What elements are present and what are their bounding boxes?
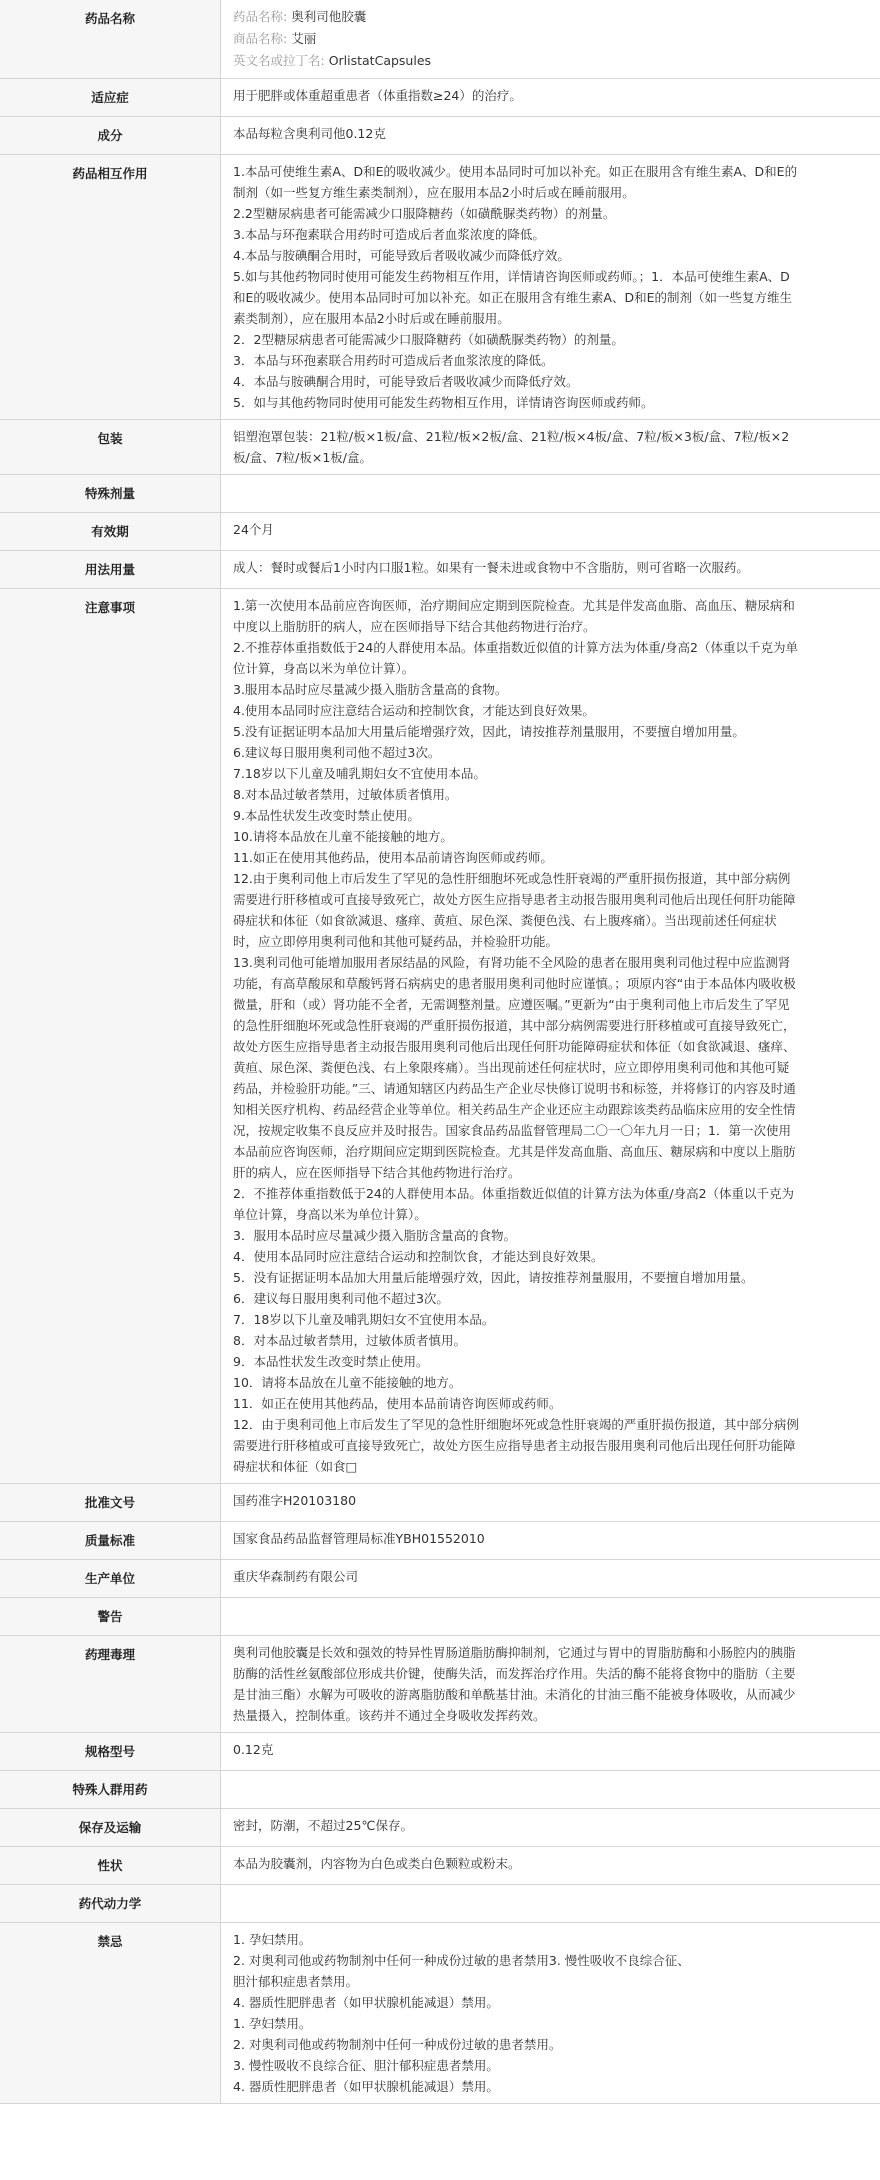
text-line: 重庆华森制药有限公司 — [233, 1569, 359, 1584]
text-line: 5.没有证据证明本品加大用量后能增强疗效，因此，请按推荐剂量服用，不要擅自增加用量。 — [233, 724, 745, 739]
row-label: 药品相互作用 — [0, 155, 221, 420]
row-shelf-life — [0, 513, 880, 551]
text-line: 铝塑泡罩包装：21粒/板×1板/盒、21粒/板×2板/盒、21粒/板×4板/盒、7粒/板×3板/盒、7粒/板×2板/盒、7粒/板×1板/盒。 — [233, 429, 790, 465]
text-line: 密封，防潮，不超过25℃保存。 — [233, 1818, 413, 1833]
row-pharmacokinetics — [0, 1885, 880, 1923]
row-label: 适应症 — [0, 79, 221, 117]
row-indication — [0, 79, 880, 117]
row-manufacturer — [0, 1560, 880, 1598]
text-line: 1. 孕妇禁用。 — [233, 1932, 312, 1947]
text-line: 12．由于奥利司他上市后发生了罕见的急性肝细胞坏死或急性肝衰竭的严重肝损伤报道，其中部分病例需要进行肝移植或可直接导致死亡，故处方医生应指导患者主动报告服用奥利司他后出现任何肝功能障碍症状和体征（如食□ — [233, 1417, 799, 1474]
text-line: 12.由于奥利司他上市后发生了罕见的急性肝细胞坏死或急性肝衰竭的严重肝损伤报道，其中部分病例需要进行肝移植或可直接导致死亡，故处方医生应指导患者主动报告服用奥利司他后出现任何肝功能障碍症状和体征（如食欲减退、瘙痒、黄疸、尿色深、粪便色浅、右上腹疼痛）。当出现前述任何症状时，应立即停用奥利司他和其他可疑药品，并检验肝功能。 — [233, 871, 796, 949]
row-label: 包装 — [0, 420, 221, 475]
row-value — [221, 1923, 880, 2104]
name-line — [233, 6, 800, 28]
text-line: 10.请将本品放在儿童不能接触的地方。 — [233, 829, 453, 844]
row-label: 药代动力学 — [0, 1885, 221, 1923]
row-label: 药理毒理 — [0, 1636, 221, 1733]
text-line: 成人：餐时或餐后1小时内口服1粒。如果有一餐未进或食物中不含脂肪，则可省略一次服药。 — [233, 560, 749, 575]
row-label: 批准文号 — [0, 1484, 221, 1522]
text-line: 4.使用本品同时应注意结合运动和控制饮食，才能达到良好效果。 — [233, 703, 595, 718]
row-drug-name — [0, 0, 880, 79]
text-line: 7.18岁以下儿童及哺乳期妇女不宜使用本品。 — [233, 766, 486, 781]
row-value — [221, 1771, 880, 1809]
text-line: 6．建议每日服用奥利司他不超过3次。 — [233, 1291, 449, 1306]
row-value — [221, 1847, 880, 1885]
name-key: 商品名称: — [233, 31, 292, 46]
row-value — [221, 1598, 880, 1636]
row-label: 警告 — [0, 1598, 221, 1636]
name-value: OrlistatCapsules — [328, 53, 432, 68]
name-key: 药品名称: — [233, 9, 292, 24]
row-value — [221, 155, 880, 420]
row-value — [221, 79, 880, 117]
row-value — [221, 589, 880, 1484]
text-line: 4. 器质性肥胖患者（如甲状腺机能减退）禁用。 — [233, 2079, 499, 2094]
text-line: 3.本品与环孢素联合用药时可造成后者血浆浓度的降低。 — [233, 227, 545, 242]
text-line: 4．本品与胺碘酮合用时，可能导致后者吸收减少而降低疗效。 — [233, 374, 579, 389]
row-label: 特殊剂量 — [0, 475, 221, 513]
text-line: 2．不推荐体重指数低于24的人群使用本品。体重指数近似值的计算方法为体重/身高2（体重以千克为单位计算，身高以米为单位计算）。 — [233, 1186, 795, 1222]
text-line: 8．对本品过敏者禁用，过敏体质者慎用。 — [233, 1333, 466, 1348]
row-storage-transport — [0, 1809, 880, 1847]
row-value — [221, 1636, 880, 1733]
row-label: 性状 — [0, 1847, 221, 1885]
row-value — [221, 117, 880, 155]
name-value: 奥利司他胶囊 — [291, 9, 367, 24]
text-line: 1.本品可使维生素A、D和E的吸收减少。使用本品同时可加以补充。如正在服用含有维生素A、D和E的制剂（如一些复方维生素类制剂），应在服用本品2小时后或在睡前服用。 — [233, 164, 798, 200]
row-value — [221, 1733, 880, 1771]
row-label: 用法用量 — [0, 551, 221, 589]
text-line: 5．没有证据证明本品加大用量后能增强疗效，因此，请按推荐剂量服用，不要擅自增加用量。 — [233, 1270, 754, 1285]
text-line: 本品为胶囊剂，内容物为白色或类白色颗粒或粉末。 — [233, 1856, 521, 1871]
text-line: 9.本品性状发生改变时禁止使用。 — [233, 808, 420, 823]
row-drug-interactions — [0, 155, 880, 420]
row-warning — [0, 1598, 880, 1636]
row-contraindications — [0, 1923, 880, 2104]
row-special-populations — [0, 1771, 880, 1809]
text-line: 胆汁郁积症患者禁用。 — [233, 1974, 359, 1989]
row-value — [221, 475, 880, 513]
text-line: 10．请将本品放在儿童不能接触的地方。 — [233, 1375, 462, 1390]
row-value — [221, 0, 880, 79]
text-line: 0.12克 — [233, 1742, 274, 1757]
row-appearance — [0, 1847, 880, 1885]
row-dosage — [0, 551, 880, 589]
text-line: 用于肥胖或体重超重患者（体重指数≥24）的治疗。 — [233, 88, 522, 103]
name-line — [233, 50, 800, 72]
text-line: 3．本品与环孢素联合用药时可造成后者血浆浓度的降低。 — [233, 353, 554, 368]
text-line: 5.如与其他药物同时使用可能发生药物相互作用，详情请咨询医师或药师。；1．本品可使维生素A、D和E的吸收减少。使用本品同时可加以补充。如正在服用含有维生素A、D和E的制剂（如一些复方维生素类制剂），应在服用本品2小时后或在睡前服用。 — [233, 269, 792, 326]
row-value — [221, 420, 880, 475]
row-value — [221, 513, 880, 551]
text-line: 9．本品性状发生改变时禁止使用。 — [233, 1354, 429, 1369]
row-label: 生产单位 — [0, 1560, 221, 1598]
text-line: 7．18岁以下儿童及哺乳期妇女不宜使用本品。 — [233, 1312, 495, 1327]
row-quality-standard — [0, 1522, 880, 1560]
row-value — [221, 1484, 880, 1522]
row-value — [221, 1522, 880, 1560]
row-label: 注意事项 — [0, 589, 221, 1484]
row-label: 规格型号 — [0, 1733, 221, 1771]
text-line: 13.奥利司他可能增加服用者尿结晶的风险，有肾功能不全风险的患者在服用奥利司他过程中应监测肾功能，有高草酸尿和草酸钙肾石病病史的患者服用奥利司他时应谨慎。；项原内容“由于本品体内吸收极微量，肝和（或）肾功能不全者，无需调整剂量。应遵医嘱。”更新为“由于奥利司他上市后发生了罕见的急性肝细胞坏死或急性肝衰竭的严重肝损伤报道，其中部分病例需要进行肝移植或可直接导致死亡，故处方医生应指导患者主动报告服用奥利司他后出现任何肝功能障碍症状和体征（如食欲减退、瘙痒、黄疸、尿色深、粪便色浅、右上象限疼痛）。当出现前述任何症状时，应立即停用奥利司他和其他可疑药品，并检验肝功能。”三、请通知辖区内药品生产企业尽快修订说明书和标签，并将修订的内容及时通知相关医疗机构、药品经营企业等单位。相关药品生产企业还应主动跟踪该类药品临床应用的安全性情况，按规定收集不良反应并及时报告。国家食品药品监督管理局二〇一〇年九月一日；1．第一次使用本品前应咨询医师，治疗期间应定期到医院检查。尤其是伴发高血脂、高血压、糖尿病和中度以上脂肪肝的病人，应在医师指导下结合其他药物进行治疗。 — [233, 955, 796, 1180]
text-line: 11.如正在使用其他药品，使用本品前请咨询医师或药师。 — [233, 850, 553, 865]
text-line: 2. 对奥利司他或药物制剂中任何一种成份过敏的患者禁用3. 慢性吸收不良综合征、 — [233, 1953, 690, 1968]
text-line: 3.服用本品时应尽量减少摄入脂肪含量高的食物。 — [233, 682, 508, 697]
text-line: 4. 器质性肥胖患者（如甲状腺机能减退）禁用。 — [233, 1995, 499, 2010]
row-label: 保存及运输 — [0, 1809, 221, 1847]
text-line: 本品每粒含奥利司他0.12克 — [233, 126, 386, 141]
text-line: 国药准字H20103180 — [233, 1493, 357, 1508]
text-line: 国家食品药品监督管理局标准YBH01552010 — [233, 1531, 485, 1546]
row-label: 成分 — [0, 117, 221, 155]
text-line: 4．使用本品同时应注意结合运动和控制饮食，才能达到良好效果。 — [233, 1249, 604, 1264]
row-ingredients — [0, 117, 880, 155]
row-label: 特殊人群用药 — [0, 1771, 221, 1809]
text-line: 4.本品与胺碘酮合用时，可能导致后者吸收减少而降低疗效。 — [233, 248, 570, 263]
text-line: 6.建议每日服用奥利司他不超过3次。 — [233, 745, 441, 760]
text-line: 2.不推荐体重指数低于24的人群使用本品。体重指数近似值的计算方法为体重/身高2（体重以千克为单位计算，身高以米为单位计算）。 — [233, 640, 798, 676]
row-specification — [0, 1733, 880, 1771]
row-value — [221, 551, 880, 589]
row-pharmacology-toxicology — [0, 1636, 880, 1733]
row-packaging — [0, 420, 880, 475]
row-approval-number — [0, 1484, 880, 1522]
text-line: 11．如正在使用其他药品，使用本品前请咨询医师或药师。 — [233, 1396, 562, 1411]
name-line — [233, 28, 800, 50]
row-value — [221, 1885, 880, 1923]
text-line: 2．2型糖尿病患者可能需减少口服降糖药（如磺酰脲类药物）的剂量。 — [233, 332, 624, 347]
row-value — [221, 1809, 880, 1847]
row-label: 药品名称 — [0, 0, 221, 79]
text-line: 2. 对奥利司他或药物制剂中任何一种成份过敏的患者禁用。 — [233, 2037, 562, 2052]
text-line: 3．服用本品时应尽量减少摄入脂肪含量高的食物。 — [233, 1228, 516, 1243]
text-line: 5．如与其他药物同时使用可能发生药物相互作用，详情请咨询医师或药师。 — [233, 395, 654, 410]
text-line: 奥利司他胶囊是长效和强效的特异性胃肠道脂肪酶抑制剂，它通过与胃中的胃脂肪酶和小肠腔内的胰脂肪酶的活性丝氨酸部位形成共价键，使酶失活，而发挥治疗作用。失活的酶不能将食物中的脂肪（主要是甘油三酯）水解为可吸收的游离脂肪酸和单酰基甘油。未消化的甘油三酯不能被身体吸收，从而减少热量摄入，控制体重。该药并不通过全身吸收发挥药效。 — [233, 1645, 796, 1723]
row-label: 质量标准 — [0, 1522, 221, 1560]
row-special-dosage — [0, 475, 880, 513]
row-label: 禁忌 — [0, 1923, 221, 2104]
text-line: 1.第一次使用本品前应咨询医师，治疗期间应定期到医院检查。尤其是伴发高血脂、高血压、糖尿病和中度以上脂肪肝的病人，应在医师指导下结合其他药物进行治疗。 — [233, 598, 795, 634]
row-label: 有效期 — [0, 513, 221, 551]
text-line: 2.2型糖尿病患者可能需减少口服降糖药（如磺酰脲类药物）的剂量。 — [233, 206, 616, 221]
name-key: 英文名或拉丁名: — [233, 53, 329, 68]
text-line: 1. 孕妇禁用。 — [233, 2016, 312, 2031]
text-line: 24个月 — [233, 522, 274, 537]
row-value — [221, 1560, 880, 1598]
text-line: 3. 慢性吸收不良综合征、胆汁郁积症患者禁用。 — [233, 2058, 499, 2073]
name-value: 艾丽 — [291, 31, 317, 46]
text-line: 8.对本品过敏者禁用，过敏体质者慎用。 — [233, 787, 458, 802]
row-precautions — [0, 589, 880, 1484]
